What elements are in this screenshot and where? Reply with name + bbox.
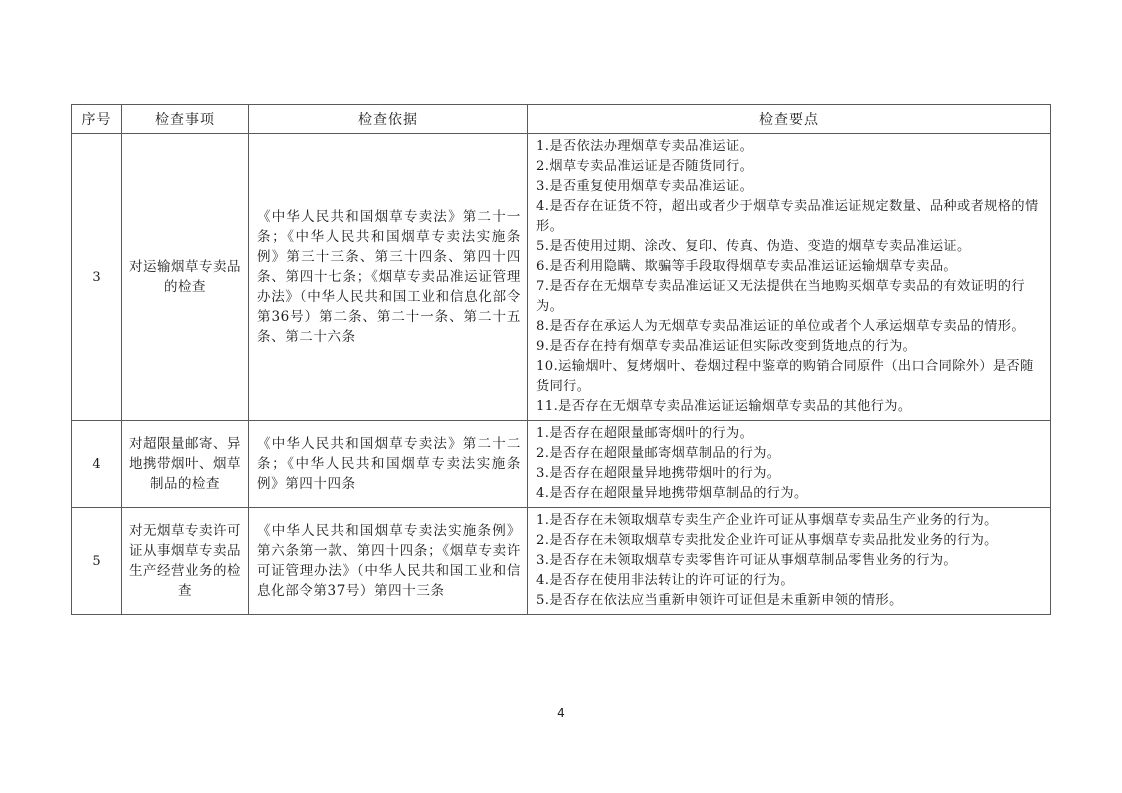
row-number: 3 [72,134,122,421]
inspection-table [71,104,1051,615]
header-points: 检查要点 [528,105,1051,134]
inspection-item: 对超限量邮寄、异地携带烟叶、烟草制品的检查 [122,421,249,508]
inspection-basis: 《中华人民共和国烟草专卖法实施条例》第六条第一款、第四十四条；《烟草专卖许可证管理办法》（中华人民共和国工业和信息化部令第37号）第四十三条 [249,508,528,615]
point-item: 1.是否存在超限量邮寄烟叶的行为。 [536,426,754,441]
point-item: 6.是否利用隐瞒、欺骗等手段取得烟草专卖品准运证运输烟草专卖品。 [536,259,958,274]
point-item: 1.是否依法办理烟草专卖品准运证。 [536,139,754,154]
table-row [72,134,1051,421]
point-item: 11.是否存在无烟草专卖品准运证运输烟草专卖品的其他行为。 [536,399,912,414]
inspection-basis: 《中华人民共和国烟草专卖法》第二十二条；《中华人民共和国烟草专卖法实施条例》第四十四条 [249,421,528,508]
point-item: 10.运输烟叶、复烤烟叶、卷烟过程中鉴章的购销合同原件（出口合同除外）是否随货同行。 [536,359,1034,394]
point-item: 5.是否使用过期、涂改、复印、传真、伪造、变造的烟草专卖品准运证。 [536,239,971,254]
inspection-points [528,134,1051,421]
point-item: 4.是否存在使用非法转让的许可证的行为。 [536,573,794,588]
point-item: 9.是否存在持有烟草专卖品准运证但实际改变到货地点的行为。 [536,339,917,354]
point-item: 4.是否存在超限量异地携带烟草制品的行为。 [536,486,808,501]
table-header-row [72,105,1051,134]
point-item: 2.是否存在未领取烟草专卖批发企业许可证从事烟草专卖品批发业务的行为。 [536,533,998,548]
header-item: 检查事项 [122,105,249,134]
point-item: 7.是否存在无烟草专卖品准运证又无法提供在当地购买烟草专卖品的有效证明的行为。 [536,279,1025,314]
header-number: 序号 [72,105,122,134]
header-basis: 检查依据 [249,105,528,134]
point-item: 2.是否存在超限量邮寄烟草制品的行为。 [536,446,781,461]
point-item: 8.是否存在承运人为无烟草专卖品准运证的单位或者个人承运烟草专卖品的情形。 [536,319,1025,334]
inspection-item: 对运输烟草专卖品的检查 [122,134,249,421]
point-item: 2.烟草专卖品准运证是否随货同行。 [536,159,754,174]
inspection-basis: 《中华人民共和国烟草专卖法》第二十一条；《中华人民共和国烟草专卖法实施条例》第三十三条、第三十四条、第四十四条、第四十七条；《烟草专卖品准运证管理办法》（中华人民共和国工业和信息化部令第36号）第二条、第二十一条、第二十五条、第二十六条 [249,134,528,421]
page-number: 4 [557,706,565,720]
point-item: 3.是否存在未领取烟草专卖零售许可证从事烟草制品零售业务的行为。 [536,553,958,568]
table-row [72,508,1051,615]
inspection-points [528,508,1051,615]
row-number: 4 [72,421,122,508]
table-row [72,421,1051,508]
point-item: 5.是否存在依法应当重新申领许可证但是未重新申领的情形。 [536,593,903,608]
point-item: 3.是否存在超限量异地携带烟叶的行为。 [536,466,781,481]
point-item: 3.是否重复使用烟草专卖品准运证。 [536,179,754,194]
point-item: 1.是否存在未领取烟草专卖生产企业许可证从事烟草专卖品生产业务的行为。 [536,513,998,528]
point-item: 4.是否存在证货不符，超出或者少于烟草专卖品准运证规定数量、品种或者规格的情形。 [536,199,1039,234]
inspection-points [528,421,1051,508]
row-number: 5 [72,508,122,615]
inspection-item: 对无烟草专卖许可证从事烟草专卖品生产经营业务的检查 [122,508,249,615]
